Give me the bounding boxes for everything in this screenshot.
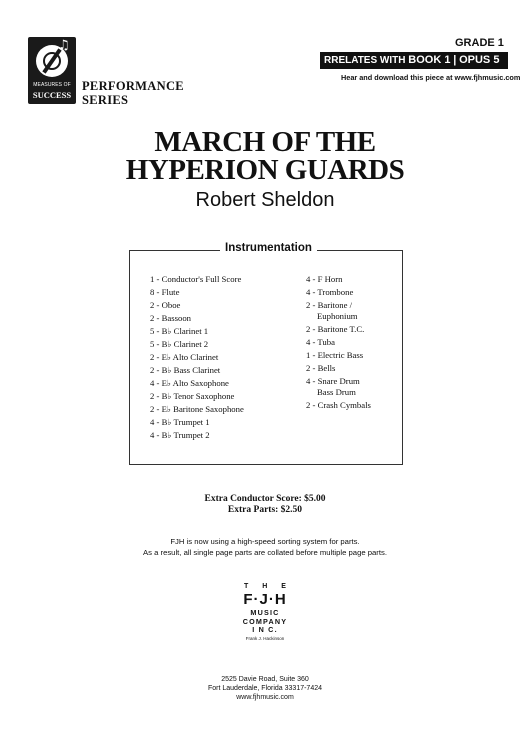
book-bar-prefix: RRELATES WITH — [324, 55, 406, 66]
book-correlation-bar — [320, 52, 508, 69]
instrumentation-column-2 — [306, 273, 371, 412]
address-line1: 2525 Davie Road, Suite 360 — [221, 676, 309, 683]
instrument-row: 2 - Crash Cymbals — [306, 400, 371, 410]
instrument-row: 2 - Baritone / — [306, 300, 353, 310]
instrument-row: 2 - B♭ Bass Clarinet — [150, 365, 221, 375]
sorting-note-line1: FJH is now using a high-speed sorting system for parts. — [170, 537, 360, 546]
instrument-row: 4 - E♭ Alto Saxophone — [150, 378, 229, 388]
page-title — [0, 128, 530, 184]
logo-text-line2: SUCCESS — [32, 90, 72, 100]
measures-of-success-logo — [28, 37, 76, 104]
series-label — [82, 79, 184, 107]
series-label-line2: SERIES — [82, 93, 129, 107]
title-line1: MARCH OF THE — [154, 126, 376, 158]
instrument-row: 2 - E♭ Baritone Saxophone — [150, 404, 244, 414]
instrument-row: 2 - B♭ Tenor Saxophone — [150, 391, 235, 401]
instrumentation-column-1 — [150, 273, 244, 442]
instrument-row: 4 - B♭ Trumpet 1 — [150, 417, 210, 427]
sorting-note — [0, 536, 530, 558]
music-note-icon: ♫ — [58, 38, 70, 53]
instrument-row: 2 - Baritone T.C. — [306, 324, 365, 334]
instrument-row: 1 - Conductor's Full Score — [150, 274, 242, 284]
publisher-company: COMPANY — [242, 616, 288, 626]
instrument-row: 2 - Bells — [306, 363, 336, 373]
instrument-row-continued: Bass Drum — [317, 387, 356, 397]
publisher-website: www.fjhmusic.com — [236, 694, 294, 701]
instrument-row: 5 - B♭ Clarinet 1 — [150, 326, 209, 336]
series-label-line1: PERFORMANCE — [82, 79, 184, 93]
publisher-founder: Frank J. Hackinson — [245, 635, 285, 641]
composer-name: Robert Sheldon — [195, 189, 335, 211]
instrument-row: 2 - Bassoon — [150, 313, 192, 323]
publisher-inc: I N C. — [252, 625, 278, 634]
instrument-row: 5 - B♭ Clarinet 2 — [150, 339, 209, 349]
publisher-music: MUSIC — [250, 608, 280, 617]
download-note: Hear and download this piece at www.fjhmusic.com — [341, 73, 521, 82]
sorting-note-line2: As a result, all single page parts are collated before multiple page parts. — [142, 548, 387, 557]
instrument-row: 4 - B♭ Trumpet 2 — [150, 430, 210, 440]
extra-parts-price: Extra Parts: $2.50 — [227, 504, 303, 515]
instrument-row: 4 - Snare Drum — [306, 376, 360, 386]
address-line2: Fort Lauderdale, Florida 33317-7424 — [207, 685, 323, 692]
extra-conductor-score-price: Extra Conductor Score: $5.00 — [204, 494, 326, 504]
pricing — [0, 494, 530, 515]
book-bar-opus: OPUS 5 — [459, 54, 500, 66]
publisher-logo — [230, 583, 300, 642]
grade-label: GRADE 1 — [455, 37, 504, 49]
publisher-fjh: F·J·H — [243, 591, 287, 608]
book-bar-divider: | — [453, 54, 457, 66]
instrument-row: 1 - Electric Bass — [306, 350, 364, 360]
instrument-row: 2 - E♭ Alto Clarinet — [150, 352, 219, 362]
instrument-row: 2 - Oboe — [150, 300, 181, 310]
logo-text-line1: MEASURES OF — [33, 82, 71, 88]
instrumentation-heading: Instrumentation — [220, 242, 317, 254]
instrument-row: 8 - Flute — [150, 287, 180, 297]
publisher-the: T H E — [244, 583, 292, 590]
book-bar-book: BOOK 1 — [408, 54, 451, 66]
instrument-row: 4 - F Horn — [306, 274, 343, 284]
title-line2: HYPERION GUARDS — [125, 154, 405, 186]
instrument-row-continued: Euphonium — [317, 311, 358, 321]
instrument-row: 4 - Tuba — [306, 337, 335, 347]
publisher-address — [0, 675, 530, 702]
instrument-row: 4 - Trombone — [306, 287, 354, 297]
